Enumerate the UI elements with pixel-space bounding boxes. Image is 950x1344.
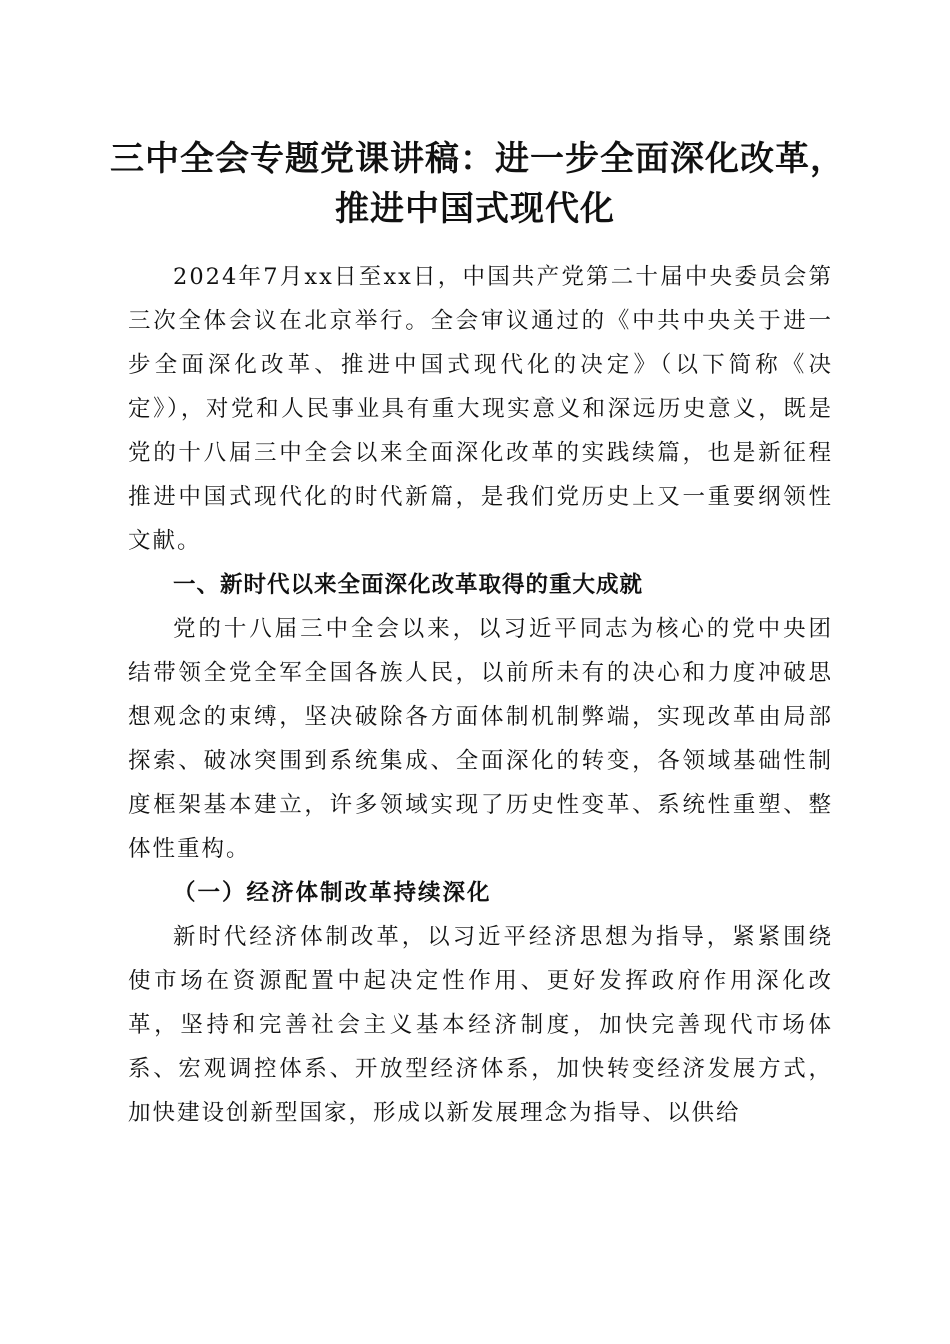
title-line-1: 三中全会专题党课讲稿：进一步全面深化改革， xyxy=(110,139,845,179)
document-body xyxy=(128,255,833,1135)
document-title xyxy=(110,134,845,234)
section-heading-1: 一、新时代以来全面深化改革取得的重大成就 xyxy=(173,572,644,598)
intro-paragraph: 2024年7月xx日至xx日，中国共产党第二十届中央委员会第三次全体会议在北京举行。全会审议通过的《中共中央关于进一步全面深化改革、推进中国式现代化的决定》（以下简称《决定》），对党和人民事业具有重大现实意义和深远历史意义，既是党的十八届三中全会以来全面深化改革的实践续篇，也是新征程推进中国式现代化的时代新篇，是我们党历史上又一重要纲领性文献。 xyxy=(128,264,833,554)
subsection-heading-1: （一）经济体制改革持续深化 xyxy=(173,880,492,906)
subsection-1-paragraph: 新时代经济体制改革，以习近平经济思想为指导，紧紧围绕使市场在资源配置中起决定性作用、更好发挥政府作用深化改革，坚持和完善社会主义基本经济制度，加快完善现代市场体系、宏观调控体系、开放型经济体系，加快转变经济发展方式，加快建设创新型国家，形成以新发展理念为指导、以供给 xyxy=(128,924,833,1126)
title-line-2: 推进中国式现代化 xyxy=(335,189,615,229)
section-1-paragraph: 党的十八届三中全会以来，以习近平同志为核心的党中央团结带领全党全军全国各族人民，以前所未有的决心和力度冲破思想观念的束缚，坚决破除各方面体制机制弊端，实现改革由局部探索、破冰突围到系统集成、全面深化的转变，各领域基础性制度框架基本建立，许多领域实现了历史性变革、系统性重塑、整体性重构。 xyxy=(128,616,833,862)
